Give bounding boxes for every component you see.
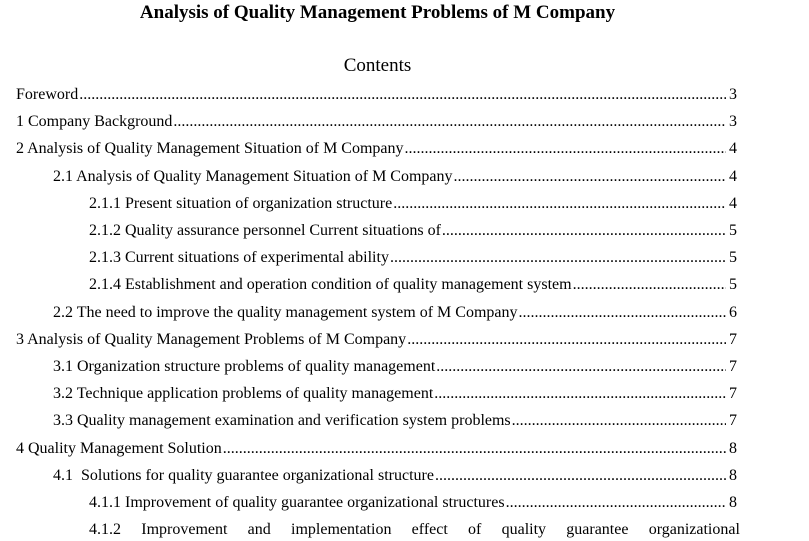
toc-page-number: 4 <box>729 194 737 212</box>
toc-dot-leader <box>454 166 726 188</box>
toc-dot-leader <box>435 465 726 487</box>
toc-dot-leader <box>407 329 726 351</box>
toc-entry[interactable] <box>89 492 737 514</box>
toc-page-number: 8 <box>729 494 737 511</box>
toc-page-number: 6 <box>729 303 737 321</box>
toc-partial-word: implementation <box>291 521 392 539</box>
toc-entry-title: 2.1 Analysis of Quality Management Situation of M Company <box>53 167 453 185</box>
toc-page-number: 7 <box>729 330 737 348</box>
toc-entry-title: 4.1 Solutions for quality guarantee organizational structure <box>53 466 434 484</box>
toc-dot-leader <box>390 247 726 269</box>
toc-entry[interactable] <box>16 329 737 351</box>
toc-entry-title: 4 Quality Management Solution <box>16 439 222 457</box>
toc-entry[interactable] <box>53 302 737 324</box>
toc-entry[interactable] <box>53 410 737 432</box>
toc-entry[interactable] <box>89 193 737 215</box>
toc-dot-leader <box>512 410 726 432</box>
toc-page-number: 7 <box>729 412 737 430</box>
contents-heading: Contents <box>343 55 412 76</box>
toc-entry-title: 3.1 Organization structure problems of quality management <box>53 358 436 375</box>
toc-partial-word: 4.1.2 <box>89 521 121 539</box>
toc-entry-title: 2.1.3 Current situations of experimental ability <box>89 249 389 267</box>
toc-page-number: 3 <box>729 113 737 131</box>
toc-entry-title: 2.1.2 Quality assurance personnel Current situations of <box>89 222 441 239</box>
toc-partial-word: effect <box>411 521 448 539</box>
toc-page-number: 7 <box>729 358 737 375</box>
toc-entry-partial[interactable] <box>89 519 740 541</box>
toc-entry-title: 2 Analysis of Quality Management Situation of M Company <box>16 140 404 158</box>
toc-entry-title: 2.2 The need to improve the quality management system of M Company <box>53 303 518 321</box>
toc-dot-leader <box>573 274 726 296</box>
toc-entry-title: 4.1.1 Improvement of quality guarantee organizational structures <box>89 494 505 511</box>
toc-partial-word: quality <box>501 521 547 539</box>
toc-dot-leader <box>436 356 726 378</box>
toc-page-number: 8 <box>729 466 737 484</box>
toc-dot-leader <box>506 492 726 514</box>
toc-entry[interactable] <box>53 383 737 405</box>
toc-dot-leader <box>79 84 726 106</box>
toc-page-number: 7 <box>729 385 737 403</box>
toc-entry[interactable] <box>53 465 737 487</box>
toc-dot-leader <box>223 438 726 460</box>
toc-partial-word: organizational <box>648 521 740 539</box>
toc-partial-word: Improvement <box>141 521 228 539</box>
toc-entry-title: 3 Analysis of Quality Management Problems of M Company <box>16 330 407 348</box>
toc-entry-title: Foreword <box>16 86 79 103</box>
toc-page-number: 5 <box>729 222 737 239</box>
toc-page-number: 4 <box>729 167 737 185</box>
toc-entry[interactable] <box>53 356 737 378</box>
document-title: Analysis of Quality Management Problems of M Company <box>139 2 616 23</box>
toc-page-number: 5 <box>729 276 737 294</box>
toc-dot-leader <box>519 302 727 324</box>
toc-dot-leader <box>434 383 726 405</box>
toc-dot-leader <box>173 111 726 133</box>
toc-partial-word: guarantee <box>566 521 629 539</box>
toc-page-number: 4 <box>729 140 737 158</box>
toc-dot-leader <box>405 138 726 160</box>
toc-page-number: 3 <box>729 86 737 103</box>
toc-entry-title: 1 Company Background <box>16 113 173 131</box>
toc-entry[interactable] <box>89 220 737 242</box>
toc-entry-title: 3.3 Quality management examination and verification system problems <box>53 412 511 430</box>
toc-entry[interactable] <box>53 166 737 188</box>
toc-dot-leader <box>393 193 726 215</box>
toc-entry[interactable] <box>16 138 737 160</box>
toc-partial-word: and <box>247 521 271 539</box>
toc-entry-title: 3.2 Technique application problems of quality management <box>53 385 434 403</box>
toc-entry[interactable] <box>89 274 737 296</box>
toc-entry-title: 2.1.1 Present situation of organization structure <box>89 194 393 212</box>
toc-entry[interactable] <box>89 247 737 269</box>
toc-entry-title: 2.1.4 Establishment and operation condition of quality management system <box>89 276 572 294</box>
toc-entry[interactable] <box>16 438 737 460</box>
toc-page-number: 8 <box>729 439 737 457</box>
toc-entry[interactable] <box>16 84 737 106</box>
toc-dot-leader <box>442 220 726 242</box>
toc-partial-word: of <box>468 521 482 539</box>
toc-entry[interactable] <box>16 111 737 133</box>
toc-page-number: 5 <box>729 249 737 267</box>
